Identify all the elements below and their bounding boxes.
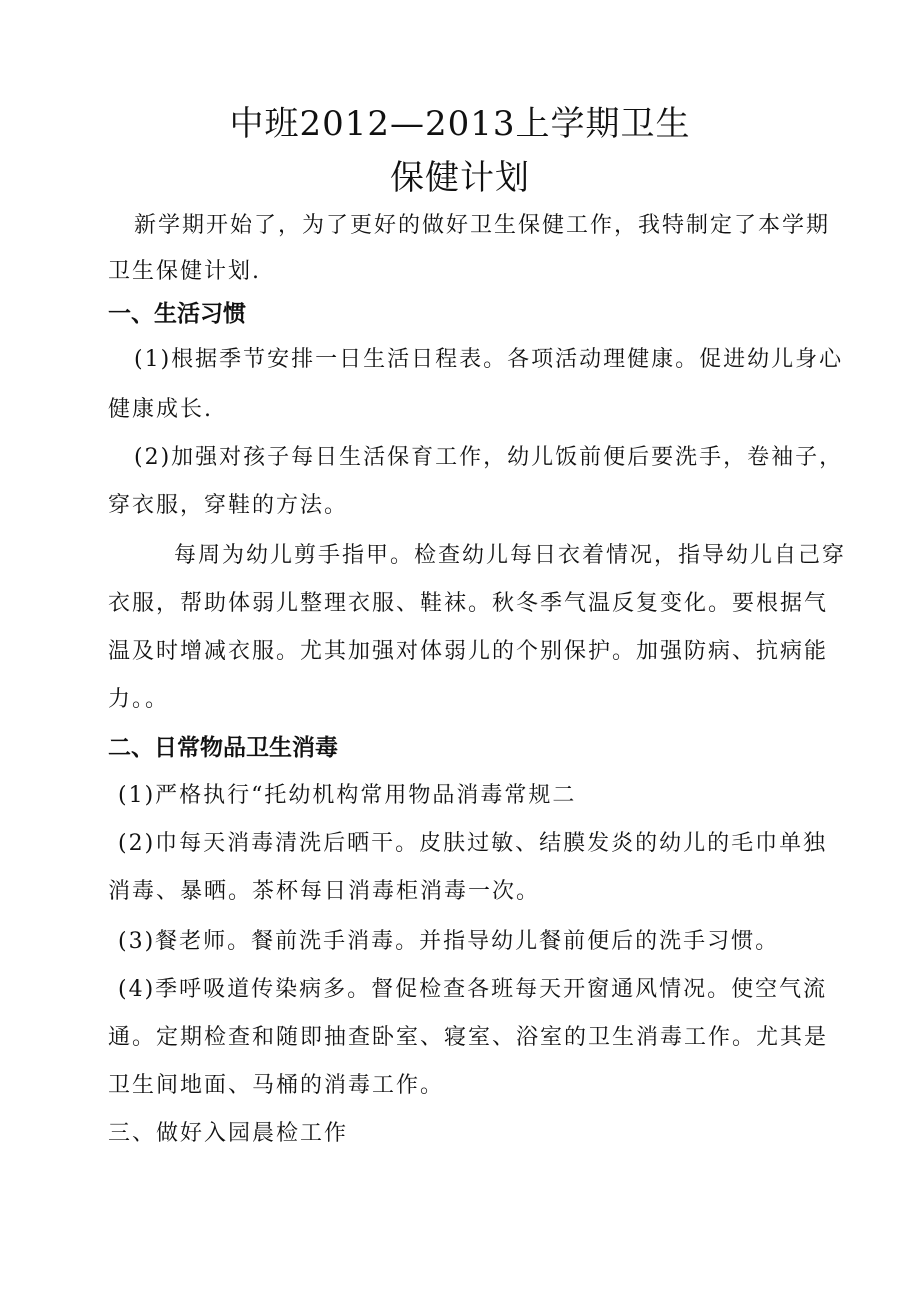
intro-line-2: 卫生保健计划. [108,259,261,284]
section-heading-1: 一、生活习惯 [108,301,246,327]
section-1-line-4: 穿衣服，穿鞋的方法。 [108,493,349,518]
section-1-line-3: (2)加强对孩子每日生活保育工作，幼儿饭前便后要洗手，卷袖子， [134,445,844,470]
intro-line-1: 新学期开始了，为了更好的做好卫生保健工作，我特制定了本学期 [134,213,831,238]
section-heading-3: 三、做好入园晨检工作 [108,1121,349,1146]
section-1-line-5: 每周为幼儿剪手指甲。检查幼儿每日衣着情况，指导幼儿自己穿 [174,543,847,568]
section-1-line-6: 衣服，帮助体弱儿整理衣服、鞋袜。秋冬季气温反复变化。要根据气 [108,591,829,616]
section-2-line-1: (1)严格执行“托幼机构常用物品消毒常规二 [118,783,577,808]
section-2-line-4: (3)餐老师。餐前洗手消毒。并指导幼儿餐前便后的洗手习惯。 [118,929,780,954]
section-1-line-1: (1)根据季节安排一日生活日程表。各项活动理健康。促进幼儿身心 [134,347,844,372]
section-2-line-2: (2)巾每天消毒清洗后晒干。皮肤过敏、结膜发炎的幼儿的毛巾单独 [118,831,828,856]
section-1-line-8: 力。。 [108,687,170,712]
section-1-line-2: 健康成长. [108,397,213,422]
section-2-line-3: 消毒、暴晒。茶杯每日消毒柜消毒一次。 [108,879,541,904]
section-1-line-7: 温及时增减衣服。尤其加强对体弱儿的个别保护。加强防病、抗病能 [108,639,829,664]
document-title-line-2: 保健计划 [390,158,530,198]
section-heading-2: 二、日常物品卫生消毒 [108,735,338,761]
section-2-line-6: 通。定期检查和随即抽查卧室、寝室、浴室的卫生消毒工作。尤其是 [108,1025,829,1050]
document-title-line-1: 中班2012—2013上学期卫生 [229,104,691,144]
section-2-line-7: 卫生间地面、马桶的消毒工作。 [108,1073,445,1098]
section-2-line-5: (4)季呼吸道传染病多。督促检查各班每天开窗通风情况。使空气流 [118,977,828,1002]
